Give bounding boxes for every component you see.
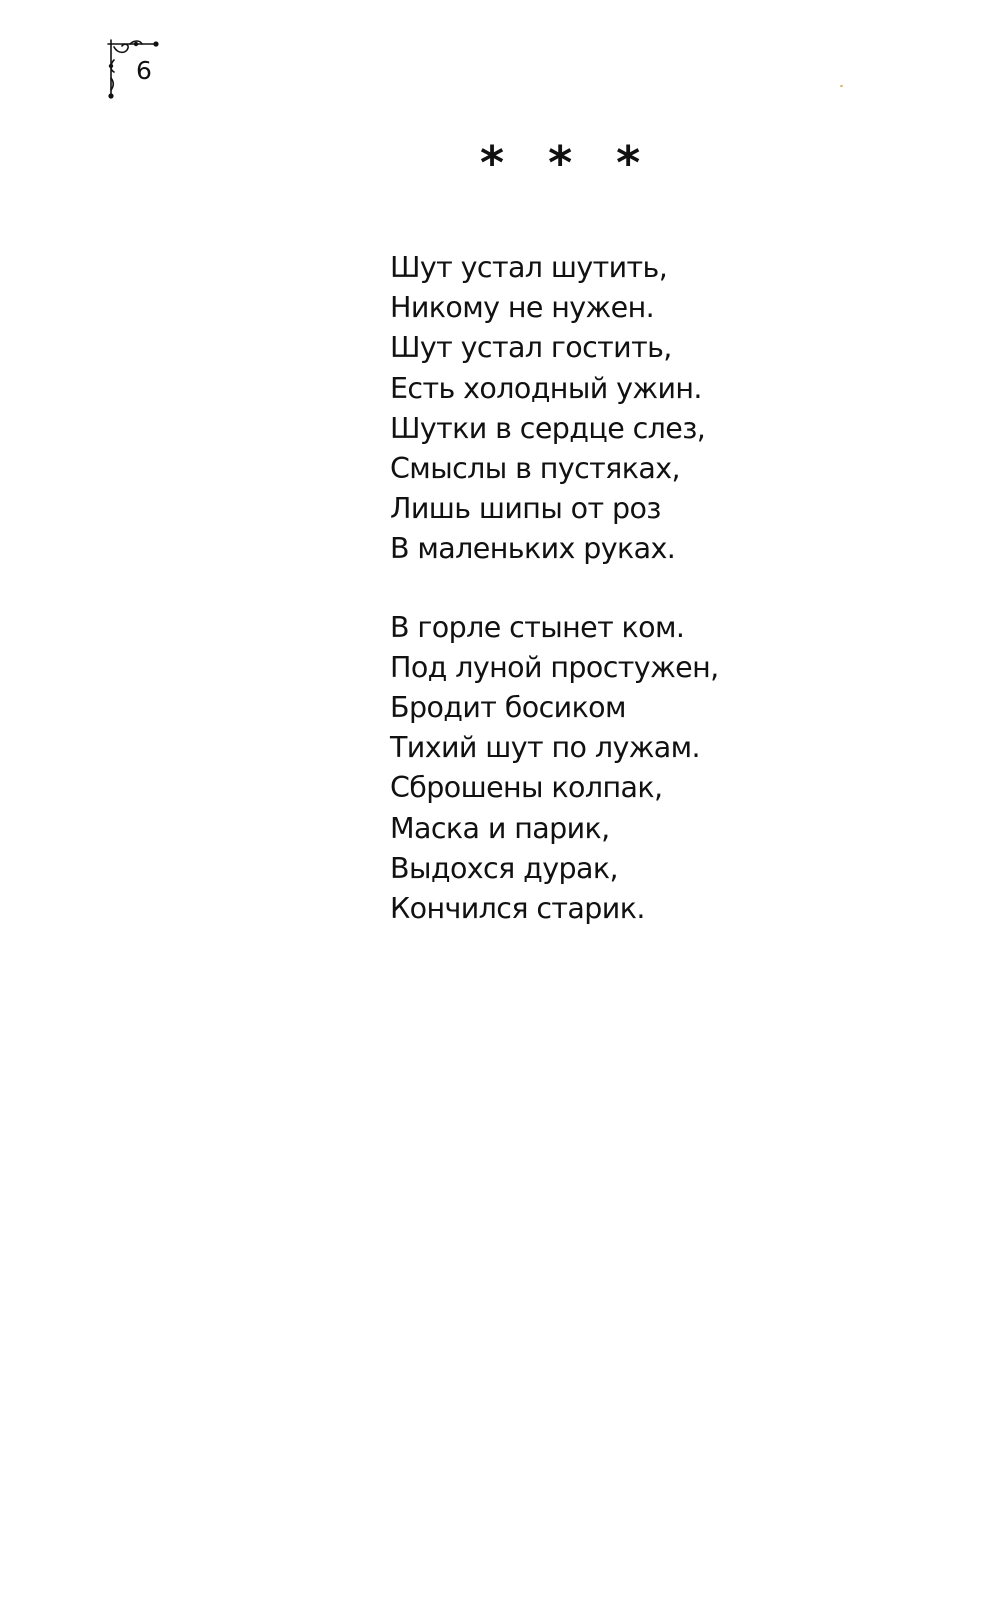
poem-line: В горле стынет ком. <box>390 610 685 644</box>
poem-line: Лишь шипы от роз <box>390 492 661 526</box>
poem-line: Шут устал шутить, <box>390 251 668 284</box>
page-number: 6 <box>136 56 152 85</box>
poem-line: Сброшены колпак, <box>390 771 663 805</box>
stanza-1 <box>390 248 810 570</box>
poem-line: Шутки в сердце слез, <box>390 411 706 445</box>
poem-line: Кончился старик. <box>390 892 645 926</box>
poem-line: Есть холодный ужин. <box>390 371 702 405</box>
poem-line: Бродит босиком <box>390 691 626 725</box>
poem-line: Никому не нужен. <box>390 291 655 325</box>
stanza-2 <box>390 608 810 930</box>
poem-line: В маленьких руках. <box>390 532 676 566</box>
poem-line: Под луной простужен, <box>390 650 719 684</box>
stray-mark <box>840 85 843 87</box>
poem-line: Смыслы в пустяках, <box>390 452 680 486</box>
poem-line: Шут устал гостить, <box>390 331 672 365</box>
poem <box>390 248 810 929</box>
section-separator: * * * <box>480 136 655 190</box>
poem-line: Маска и парик, <box>390 811 610 845</box>
poem-line: Выдохся дурак, <box>390 851 618 885</box>
poem-line: Тихий шут по лужам. <box>390 731 701 765</box>
